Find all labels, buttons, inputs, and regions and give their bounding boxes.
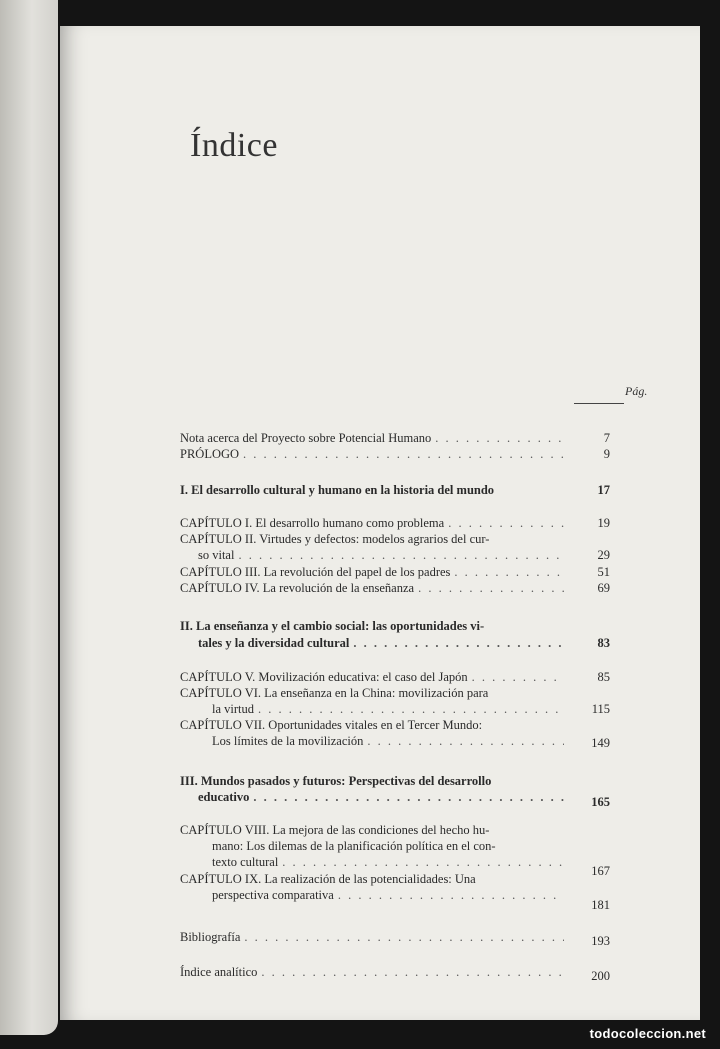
toc-entry [180,446,568,462]
toc-entry-label: perspectiva comparativa [212,888,334,902]
leader-dots [454,564,564,580]
toc-entry-label: Índice analítico [180,965,258,979]
toc-entry-label: texto cultural [212,855,279,869]
toc-entry [180,717,568,733]
toc-part-heading [180,618,568,634]
toc-entry-page: 167 [591,864,610,878]
toc-entry-continuation [198,789,568,805]
toc-entry-label: III. Mundos pasados y futuros: Perspectivas del desarrollo [180,774,492,788]
toc-entry-label: tales y la diversidad cultural [198,636,350,650]
toc-entry-page: 200 [591,969,610,983]
leader-dots [367,733,564,749]
toc-entry-label: CAPÍTULO II. Virtudes y defectos: modelos agrarios del cur- [180,532,490,546]
toc-entry-label: CAPÍTULO VIII. La mejora de las condiciones del hecho hu- [180,823,490,837]
toc-entry-label: la virtud [212,702,255,716]
toc-entry-page: 69 [597,581,610,595]
leader-dots [244,929,564,945]
table-of-contents [60,26,700,1020]
toc-entry-label: CAPÍTULO IV. La revolución de la enseñanza [180,581,415,595]
leader-dots [238,547,564,563]
toc-entry-label: I. El desarrollo cultural y humano en la historia del mundo [180,483,495,497]
toc-entry [180,964,568,980]
toc-entry-label: CAPÍTULO VII. Oportunidades vitales en el Tercer Mundo: [180,718,483,732]
toc-entry-label: CAPÍTULO IX. La realización de las potencialidades: Una [180,872,476,886]
toc-entry-page: 165 [591,795,610,809]
page-column-header: Pág. [625,384,648,398]
toc-entry-page: 17 [597,483,610,497]
toc-part-heading [180,482,568,498]
toc-entry [180,580,568,596]
toc-part-heading [180,773,568,789]
toc-entry-label: CAPÍTULO I. El desarrollo humano como problema [180,516,445,530]
book-page [60,26,700,1020]
toc-entry [180,669,568,685]
toc-entry [180,685,568,701]
leader-dots [258,701,564,717]
toc-entry-page: 51 [597,565,610,579]
leader-dots [253,789,564,805]
toc-entry-page: 9 [603,447,610,461]
toc-entry-continuation [212,733,568,749]
toc-entry-page: 19 [597,516,610,530]
leader-dots [353,635,564,651]
toc-entry-label: Nota acerca del Proyecto sobre Potencial Humano [180,431,432,445]
toc-entry [180,564,568,580]
toc-entry-label: PRÓLOGO [180,447,240,461]
toc-entry [180,929,568,945]
leader-dots [448,515,564,531]
toc-entry-label: CAPÍTULO VI. La enseñanza en la China: movilización para [180,686,489,700]
toc-entry-label: CAPÍTULO V. Movilización educativa: el caso del Japón [180,670,468,684]
toc-entry [180,430,568,446]
leader-dots [472,669,564,685]
toc-entry-page: 181 [591,898,610,912]
leader-dots [338,887,564,903]
toc-entry-continuation [198,635,568,651]
toc-entry-continuation [212,838,568,854]
toc-entry [180,531,568,547]
leader-dots [282,854,564,870]
toc-entry-continuation [212,887,568,903]
toc-entry-label: CAPÍTULO III. La revolución del papel de los padres [180,565,451,579]
leader-dots [243,446,564,462]
toc-entry-label: Bibliografía [180,930,241,944]
toc-entry [180,822,568,838]
toc-entry-page: 29 [597,548,610,562]
toc-entry-continuation [212,854,568,870]
toc-entry-label: educativo [198,790,250,804]
page-title: Índice [190,126,278,164]
toc-entry-label: so vital [198,548,235,562]
toc-entry-label: Los límites de la movilización [212,734,364,748]
toc-entry-page: 83 [597,636,610,650]
leader-dots [418,580,564,596]
toc-entry-continuation [198,547,568,563]
toc-entry-label: mano: Los dilemas de la planificación política en el con- [212,839,496,853]
toc-entry-continuation [212,701,568,717]
toc-entry [180,871,568,887]
toc-entry-page: 7 [603,431,610,445]
leader-dots [435,430,564,446]
facing-page-edge [0,0,58,1035]
toc-entry-page: 85 [597,670,610,684]
site-watermark: todocoleccion.net [589,1026,706,1041]
toc-entry [180,515,568,531]
leader-dots [261,964,564,980]
toc-entry-page: 115 [591,702,610,716]
toc-entry-label: II. La enseñanza y el cambio social: las oportunidades vi- [180,619,485,633]
toc-entry-page: 193 [591,934,610,948]
toc-entry-page: 149 [591,736,610,750]
